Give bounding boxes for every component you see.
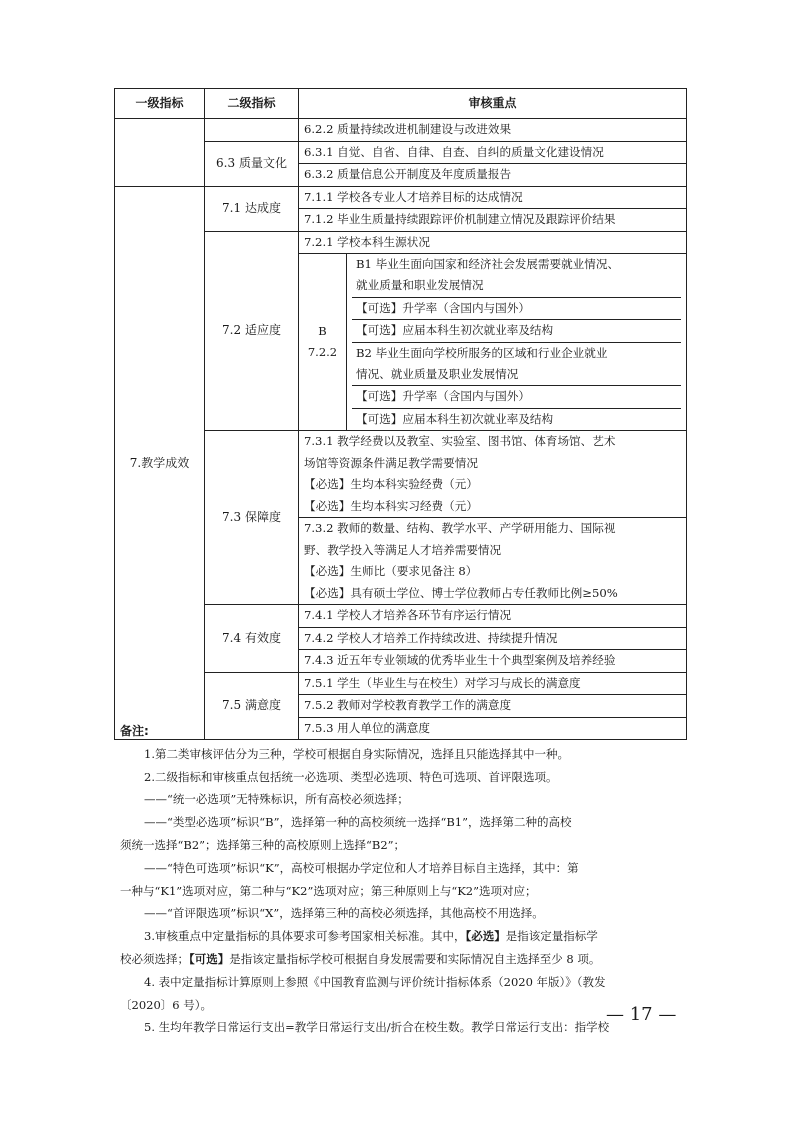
option-b1-metric2: 【可选】应届本科生初次就业率及结构: [352, 320, 681, 342]
table-row: [115, 186, 687, 209]
focus-7-1-2: 7.1.2 毕业生质量持续跟踪评价机制建立情况及跟踪评价结果: [299, 209, 687, 232]
option-b2-metric1: 【可选】升学率（含国内与国外）: [352, 386, 681, 408]
focus-7-2-2-options: [347, 254, 687, 431]
focus-7-4-3: 7.4.3 近五年专业领域的优秀毕业生十个典型案例及培养经验: [299, 650, 687, 673]
note-4: 4. 表中定量指标计算原则上参照《中国教育监测与评价统计指标体系（2020 年版）》（教发: [144, 974, 606, 989]
header-focus: 审核重点: [299, 89, 687, 119]
level2-7-3: 7.3 保障度: [205, 431, 299, 605]
focus-7-4-2: 7.4.2 学校人才培养工作持续改进、持续提升情况: [299, 627, 687, 650]
level2-7-2: 7.2 适应度: [205, 231, 299, 431]
note-2-item-2: ——“类型必选项”标识“B”，选择第一种的高校须统一选择“B1”，选择第二种的高校: [144, 815, 572, 830]
focus-7-3-1: 7.3.1 教学经费以及教室、实验室、图书馆、体育场馆、艺术 场馆等资源条件满足教学需要情况 【必选】生均本科实验经费（元） 【必选】生均本科实习经费（元）: [299, 431, 687, 518]
note-4-cont: 〔2020〕6 号）。: [120, 997, 212, 1012]
table-row: [115, 119, 687, 142]
note-3: 3.审核重点中定量指标的具体要求可参考国家相关标准。其中，【必选】是指该定量指标学: [144, 929, 598, 944]
level2-7-5: 7.5 满意度: [205, 672, 299, 740]
focus-7-1-1: 7.1.1 学校各专业人才培养目标的达成情况: [299, 186, 687, 209]
focus-7-5-3: 7.5.3 用人单位的满意度: [299, 717, 687, 740]
note-1: 1.第二类审核评估分为三种，学校可根据自身实际情况，选择且只能选择其中一种。: [144, 746, 569, 761]
note-2-item-4: ——“首评限选项”标识“X”，选择第三种的高校必须选择，其他高校不用选择。: [144, 906, 544, 921]
focus-7-2-1: 7.2.1 学校本科生源状况: [299, 231, 687, 254]
note-2-item-2-cont: 须统一选择“B2”；选择第三种的高校原则上选择“B2”；: [120, 837, 406, 852]
focus-6-2-2: 6.2.2 质量持续改进机制建设与改进效果: [299, 119, 687, 142]
focus-6-3-1: 6.3.1 自觉、自省、自律、自查、自纠的质量文化建设情况: [299, 141, 687, 164]
audit-indicator-table: [114, 88, 687, 740]
option-b2: B2 毕业生面向学校所服务的区域和行业企业就业 情况、就业质量及职业发展情况: [352, 342, 681, 386]
focus-7-5-1: 7.5.1 学生（毕业生与在校生）对学习与成长的满意度: [299, 672, 687, 695]
option-b1-metric1: 【可选】升学率（含国内与国外）: [352, 297, 681, 319]
notes-title: 备注:: [120, 724, 149, 738]
focus-7-5-2: 7.5.2 教师对学校教育教学工作的满意度: [299, 695, 687, 718]
note-2-item-1: ——“统一必选项”无特殊标识，所有高校必须选择；: [144, 792, 409, 807]
focus-7-2-2-label: B 7.2.2: [299, 254, 347, 431]
note-2-item-3: ——“特色可选项”标识“K”，高校可根据办学定位和人才培养目标自主选择，其中：第: [144, 860, 579, 875]
focus-7-4-1: 7.4.1 学校人才培养各环节有序运行情况: [299, 605, 687, 628]
note-2-item-3-cont: 一种与“K1”选项对应，第二种与“K2”选项对应；第三种原则上与“K2”选项对应；: [120, 883, 537, 898]
note-2: 2.二级指标和审核重点包括统一必选项、类型必选项、特色可选项、首评限选项。: [144, 769, 558, 784]
notes-section: [120, 720, 686, 1039]
note-5: 5. 生均年教学日常运行支出=教学日常运行支出/折合在校生数。教学日常运行支出：指学校: [144, 1020, 610, 1035]
focus-7-3-2: 7.3.2 教师的数量、结构、教学水平、产学研用能力、国际视 野、教学投入等满足人才培养需要情况 【必选】生师比（要求见备注 8） 【必选】具有硕士学位、博士学位教师占专任教师比例≥50%: [299, 518, 687, 605]
level1-cell-empty: [115, 119, 205, 187]
level2-cell-empty: [205, 119, 299, 142]
option-b1: B1 毕业生面向国家和经济社会发展需要就业情况、 就业质量和职业发展情况: [356, 257, 620, 293]
level2-7-1: 7.1 达成度: [205, 186, 299, 231]
focus-6-3-2: 6.3.2 质量信息公开制度及年度质量报告: [299, 164, 687, 187]
level1-7: 7.教学成效: [115, 186, 205, 740]
level2-7-4: 7.4 有效度: [205, 605, 299, 673]
page-number: — 17 —: [606, 1004, 677, 1025]
option-b2-metric2: 【可选】应届本科生初次就业率及结构: [352, 408, 681, 430]
header-level2: 二级指标: [205, 89, 299, 119]
header-level1: 一级指标: [115, 89, 205, 119]
table-header-row: [115, 89, 687, 119]
note-3-cont: 校必须选择；【可选】是指该定量指标学校可根据自身发展需要和实际情况自主选择至少 8 项。: [120, 951, 601, 966]
level2-6-3: 6.3 质量文化: [205, 141, 299, 186]
